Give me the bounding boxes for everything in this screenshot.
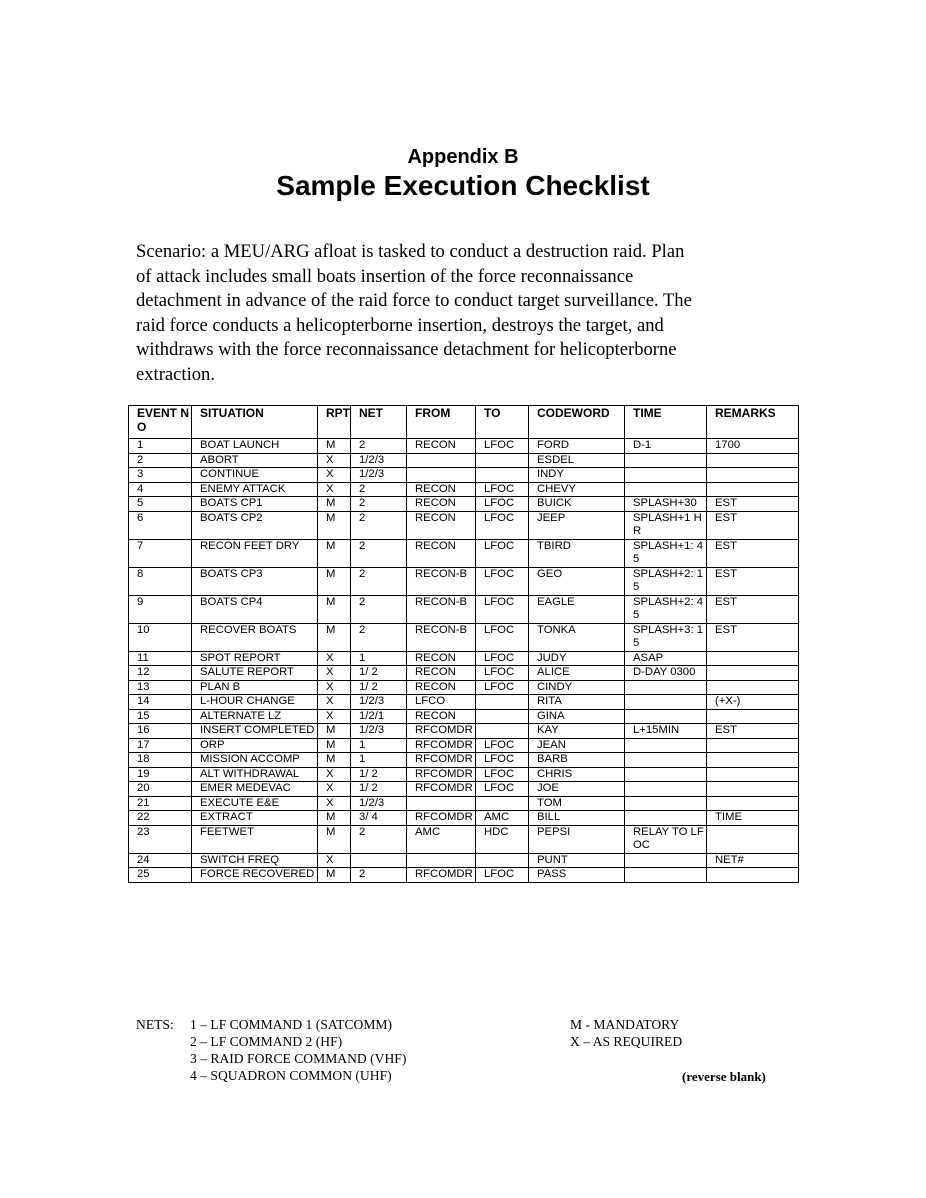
table-body xyxy=(129,439,799,883)
column-header-remarks: REMARKS xyxy=(707,406,799,439)
cell-time xyxy=(625,680,707,695)
cell-remarks: EST xyxy=(707,497,799,512)
cell-codeword: GEO xyxy=(529,567,625,595)
cell-remarks xyxy=(707,482,799,497)
cell-codeword: PEPSI xyxy=(529,825,625,853)
cell-rpt: X xyxy=(318,767,351,782)
cell-net: 2 xyxy=(351,482,407,497)
cell-from: RFCOMDR xyxy=(407,738,476,753)
cell-to: LFOC xyxy=(476,680,529,695)
cell-remarks xyxy=(707,825,799,853)
cell-event-no: 7 xyxy=(129,539,192,567)
cell-codeword: PASS xyxy=(529,868,625,883)
cell-codeword: GINA xyxy=(529,709,625,724)
cell-from: RECON-B xyxy=(407,623,476,651)
cell-rpt: X xyxy=(318,709,351,724)
cell-codeword: PUNT xyxy=(529,853,625,868)
cell-codeword: BARB xyxy=(529,753,625,768)
net-item: 1 – LF COMMAND 1 (SATCOMM) xyxy=(190,1017,393,1032)
cell-net: 2 xyxy=(351,497,407,512)
cell-remarks xyxy=(707,453,799,468)
cell-to: LFOC xyxy=(476,651,529,666)
cell-to: LFOC xyxy=(476,782,529,797)
cell-to: LFOC xyxy=(476,595,529,623)
table-row xyxy=(129,695,799,710)
cell-remarks: EST xyxy=(707,623,799,651)
table-row xyxy=(129,811,799,826)
cell-remarks: 1700 xyxy=(707,439,799,454)
cell-to: LFOC xyxy=(476,868,529,883)
scenario-line: extraction. xyxy=(136,363,215,385)
cell-codeword: JUDY xyxy=(529,651,625,666)
cell-time xyxy=(625,796,707,811)
cell-remarks xyxy=(707,709,799,724)
cell-to: LFOC xyxy=(476,753,529,768)
cell-rpt: M xyxy=(318,595,351,623)
cell-to: LFOC xyxy=(476,567,529,595)
cell-rpt: M xyxy=(318,539,351,567)
table-row xyxy=(129,767,799,782)
cell-net: 1/ 2 xyxy=(351,782,407,797)
cell-situation: BOAT LAUNCH xyxy=(192,439,318,454)
cell-time: L+15MIN xyxy=(625,724,707,739)
cell-from xyxy=(407,468,476,483)
rpt-codes-legend xyxy=(570,1016,682,1050)
cell-event-no: 3 xyxy=(129,468,192,483)
cell-situation: ENEMY ATTACK xyxy=(192,482,318,497)
cell-situation: INSERT COMPLETED xyxy=(192,724,318,739)
cell-codeword: FORD xyxy=(529,439,625,454)
cell-situation: CONTINUE xyxy=(192,468,318,483)
cell-from: LFCO xyxy=(407,695,476,710)
cell-event-no: 1 xyxy=(129,439,192,454)
cell-to xyxy=(476,695,529,710)
cell-situation: RECON FEET DRY xyxy=(192,539,318,567)
cell-to: LFOC xyxy=(476,666,529,681)
cell-net xyxy=(351,853,407,868)
cell-remarks: EST xyxy=(707,539,799,567)
cell-remarks xyxy=(707,738,799,753)
cell-net: 2 xyxy=(351,539,407,567)
cell-from xyxy=(407,453,476,468)
cell-situation: SWITCH FREQ xyxy=(192,853,318,868)
cell-situation: ORP xyxy=(192,738,318,753)
cell-time xyxy=(625,453,707,468)
cell-rpt: X xyxy=(318,853,351,868)
cell-situation: BOATS CP1 xyxy=(192,497,318,512)
cell-from: RECON xyxy=(407,680,476,695)
cell-rpt: X xyxy=(318,666,351,681)
cell-codeword: TONKA xyxy=(529,623,625,651)
column-header-to: TO xyxy=(476,406,529,439)
cell-net: 1 xyxy=(351,753,407,768)
cell-from: RFCOMDR xyxy=(407,782,476,797)
cell-remarks xyxy=(707,651,799,666)
cell-from: RECON xyxy=(407,482,476,497)
column-header-codeword: CODEWORD xyxy=(529,406,625,439)
cell-event-no: 25 xyxy=(129,868,192,883)
cell-from: RECON-B xyxy=(407,595,476,623)
cell-rpt: M xyxy=(318,811,351,826)
cell-to: LFOC xyxy=(476,497,529,512)
cell-remarks xyxy=(707,767,799,782)
table-row xyxy=(129,709,799,724)
table-row xyxy=(129,724,799,739)
cell-rpt: X xyxy=(318,695,351,710)
cell-situation: ALTERNATE LZ xyxy=(192,709,318,724)
table-row xyxy=(129,738,799,753)
cell-to: AMC xyxy=(476,811,529,826)
cell-net: 1/ 2 xyxy=(351,767,407,782)
table-row xyxy=(129,666,799,681)
cell-net: 2 xyxy=(351,595,407,623)
table-row xyxy=(129,782,799,797)
cell-situation: EXECUTE E&E xyxy=(192,796,318,811)
cell-remarks xyxy=(707,680,799,695)
column-header-event-no: EVENT NO xyxy=(129,406,192,439)
table-row xyxy=(129,468,799,483)
cell-event-no: 11 xyxy=(129,651,192,666)
cell-from: RFCOMDR xyxy=(407,767,476,782)
cell-from: RECON xyxy=(407,709,476,724)
cell-from: RECON xyxy=(407,666,476,681)
net-item: 2 – LF COMMAND 2 (HF) xyxy=(190,1034,343,1049)
cell-time xyxy=(625,468,707,483)
cell-codeword: JEAN xyxy=(529,738,625,753)
cell-codeword: JEEP xyxy=(529,511,625,539)
cell-event-no: 18 xyxy=(129,753,192,768)
cell-from: RECON xyxy=(407,439,476,454)
reverse-blank-note: (reverse blank) xyxy=(682,1069,766,1084)
cell-time xyxy=(625,482,707,497)
cell-event-no: 10 xyxy=(129,623,192,651)
cell-event-no: 23 xyxy=(129,825,192,853)
cell-from: RFCOMDR xyxy=(407,753,476,768)
cell-net: 1 xyxy=(351,738,407,753)
cell-event-no: 2 xyxy=(129,453,192,468)
cell-time: SPLASH+2: 15 xyxy=(625,567,707,595)
cell-situation: BOATS CP2 xyxy=(192,511,318,539)
cell-net: 1/2/3 xyxy=(351,724,407,739)
cell-to: LFOC xyxy=(476,623,529,651)
cell-remarks: EST xyxy=(707,511,799,539)
cell-from: RECON xyxy=(407,651,476,666)
cell-from: RFCOMDR xyxy=(407,868,476,883)
scenario-line: Scenario: a MEU/ARG afloat is tasked to conduct a destruction raid. Plan xyxy=(136,241,685,262)
cell-net: 1/2/3 xyxy=(351,796,407,811)
cell-time: SPLASH+3: 15 xyxy=(625,623,707,651)
cell-time xyxy=(625,738,707,753)
cell-remarks: NET# xyxy=(707,853,799,868)
cell-time xyxy=(625,695,707,710)
cell-situation: FORCE RECOVERED xyxy=(192,868,318,883)
cell-rpt: X xyxy=(318,651,351,666)
table-row xyxy=(129,567,799,595)
cell-rpt: X xyxy=(318,482,351,497)
cell-rpt: M xyxy=(318,439,351,454)
cell-rpt: M xyxy=(318,623,351,651)
cell-codeword: ESDEL xyxy=(529,453,625,468)
cell-net: 2 xyxy=(351,439,407,454)
cell-codeword: JOE xyxy=(529,782,625,797)
table-row xyxy=(129,868,799,883)
cell-from: RECON-B xyxy=(407,567,476,595)
table-row xyxy=(129,853,799,868)
table-row xyxy=(129,753,799,768)
cell-situation: RECOVER BOATS xyxy=(192,623,318,651)
nets-label: NETS: xyxy=(136,1017,174,1032)
cell-from: AMC xyxy=(407,825,476,853)
execution-checklist-table xyxy=(128,405,799,883)
cell-net: 2 xyxy=(351,511,407,539)
cell-to xyxy=(476,468,529,483)
page-title: Sample Execution Checklist xyxy=(276,170,650,201)
cell-rpt: M xyxy=(318,497,351,512)
cell-situation: SALUTE REPORT xyxy=(192,666,318,681)
cell-remarks: (+X-) xyxy=(707,695,799,710)
cell-net: 1/2/3 xyxy=(351,453,407,468)
cell-rpt: M xyxy=(318,724,351,739)
cell-to: HDC xyxy=(476,825,529,853)
cell-event-no: 4 xyxy=(129,482,192,497)
scenario-line: withdraws with the force reconnaissance detachment for helicopterborne xyxy=(136,339,677,361)
net-item: 4 – SQUADRON COMMON (UHF) xyxy=(190,1068,392,1083)
cell-time: ASAP xyxy=(625,651,707,666)
cell-situation: L-HOUR CHANGE xyxy=(192,695,318,710)
cell-codeword: TOM xyxy=(529,796,625,811)
cell-rpt: X xyxy=(318,680,351,695)
cell-remarks: EST xyxy=(707,724,799,739)
column-header-from: FROM xyxy=(407,406,476,439)
cell-remarks: EST xyxy=(707,567,799,595)
cell-to xyxy=(476,709,529,724)
table-row xyxy=(129,796,799,811)
cell-remarks xyxy=(707,753,799,768)
cell-event-no: 8 xyxy=(129,567,192,595)
scenario-line: of attack includes small boats insertion of the force reconnaissance xyxy=(136,265,634,287)
cell-time: SPLASH+2: 45 xyxy=(625,595,707,623)
table-row xyxy=(129,482,799,497)
code-item: M - MANDATORY xyxy=(570,1017,680,1032)
cell-event-no: 24 xyxy=(129,853,192,868)
cell-to xyxy=(476,796,529,811)
cell-time: SPLASH+30 xyxy=(625,497,707,512)
cell-remarks xyxy=(707,666,799,681)
cell-event-no: 16 xyxy=(129,724,192,739)
cell-from: RECON xyxy=(407,511,476,539)
cell-time: SPLASH+1 HR xyxy=(625,511,707,539)
cell-situation: FEETWET xyxy=(192,825,318,853)
cell-to: LFOC xyxy=(476,539,529,567)
code-item: X – AS REQUIRED xyxy=(570,1034,683,1049)
cell-net: 1/2/3 xyxy=(351,468,407,483)
cell-codeword: CINDY xyxy=(529,680,625,695)
cell-remarks xyxy=(707,796,799,811)
appendix-label: Appendix B xyxy=(407,146,519,168)
cell-time xyxy=(625,782,707,797)
cell-situation: ALT WITHDRAWAL xyxy=(192,767,318,782)
table-row xyxy=(129,439,799,454)
cell-time xyxy=(625,868,707,883)
cell-to: LFOC xyxy=(476,482,529,497)
cell-situation: SPOT REPORT xyxy=(192,651,318,666)
cell-remarks xyxy=(707,868,799,883)
table-row xyxy=(129,825,799,853)
cell-situation: ABORT xyxy=(192,453,318,468)
cell-situation: MISSION ACCOMP xyxy=(192,753,318,768)
cell-net: 1/2/3 xyxy=(351,695,407,710)
cell-situation: EXTRACT xyxy=(192,811,318,826)
cell-event-no: 20 xyxy=(129,782,192,797)
cell-event-no: 14 xyxy=(129,695,192,710)
cell-situation: BOATS CP4 xyxy=(192,595,318,623)
cell-time: RELAY TO LFOC xyxy=(625,825,707,853)
cell-codeword: CHRIS xyxy=(529,767,625,782)
cell-rpt: X xyxy=(318,468,351,483)
table-row xyxy=(129,680,799,695)
table-row xyxy=(129,623,799,651)
cell-to xyxy=(476,724,529,739)
table-header-row xyxy=(129,406,799,439)
scenario-line: detachment in advance of the raid force to conduct target surveillance. The xyxy=(136,290,692,312)
cell-situation: BOATS CP3 xyxy=(192,567,318,595)
cell-time xyxy=(625,853,707,868)
scenario-line: raid force conducts a helicopterborne insertion, destroys the target, and xyxy=(136,314,664,336)
cell-net: 3/ 4 xyxy=(351,811,407,826)
cell-rpt: X xyxy=(318,453,351,468)
cell-from: RFCOMDR xyxy=(407,811,476,826)
cell-from xyxy=(407,853,476,868)
column-header-rpt: RPT xyxy=(318,406,351,439)
cell-remarks xyxy=(707,468,799,483)
cell-event-no: 6 xyxy=(129,511,192,539)
cell-codeword: CHEVY xyxy=(529,482,625,497)
cell-rpt: M xyxy=(318,511,351,539)
cell-time: SPLASH+1: 45 xyxy=(625,539,707,567)
cell-to: LFOC xyxy=(476,738,529,753)
cell-event-no: 21 xyxy=(129,796,192,811)
cell-from: RECON xyxy=(407,539,476,567)
cell-rpt: M xyxy=(318,868,351,883)
cell-remarks: EST xyxy=(707,595,799,623)
cell-time xyxy=(625,811,707,826)
cell-event-no: 9 xyxy=(129,595,192,623)
cell-to: LFOC xyxy=(476,767,529,782)
cell-codeword: BILL xyxy=(529,811,625,826)
cell-situation: PLAN B xyxy=(192,680,318,695)
cell-codeword: RITA xyxy=(529,695,625,710)
cell-remarks: TIME xyxy=(707,811,799,826)
table-row xyxy=(129,511,799,539)
table-row xyxy=(129,453,799,468)
cell-net: 1 xyxy=(351,651,407,666)
cell-codeword: INDY xyxy=(529,468,625,483)
cell-time xyxy=(625,767,707,782)
cell-event-no: 15 xyxy=(129,709,192,724)
cell-event-no: 13 xyxy=(129,680,192,695)
cell-codeword: EAGLE xyxy=(529,595,625,623)
cell-time: D-1 xyxy=(625,439,707,454)
cell-codeword: TBIRD xyxy=(529,539,625,567)
cell-to: LFOC xyxy=(476,439,529,454)
cell-net: 1/ 2 xyxy=(351,680,407,695)
cell-time: D-DAY 0300 xyxy=(625,666,707,681)
cell-net: 1/2/1 xyxy=(351,709,407,724)
table-row xyxy=(129,595,799,623)
cell-event-no: 12 xyxy=(129,666,192,681)
cell-rpt: X xyxy=(318,782,351,797)
cell-event-no: 19 xyxy=(129,767,192,782)
cell-remarks xyxy=(707,782,799,797)
cell-from: RECON xyxy=(407,497,476,512)
net-item: 3 – RAID FORCE COMMAND (VHF) xyxy=(190,1051,407,1066)
cell-net: 2 xyxy=(351,825,407,853)
cell-rpt: M xyxy=(318,738,351,753)
cell-to xyxy=(476,453,529,468)
table-row xyxy=(129,651,799,666)
column-header-time: TIME xyxy=(625,406,707,439)
cell-net: 2 xyxy=(351,567,407,595)
cell-net: 1/ 2 xyxy=(351,666,407,681)
cell-situation: EMER MEDEVAC xyxy=(192,782,318,797)
cell-to: LFOC xyxy=(476,511,529,539)
cell-net: 2 xyxy=(351,868,407,883)
cell-event-no: 22 xyxy=(129,811,192,826)
cell-codeword: BUICK xyxy=(529,497,625,512)
cell-time xyxy=(625,753,707,768)
cell-rpt: X xyxy=(318,796,351,811)
cell-time xyxy=(625,709,707,724)
cell-to xyxy=(476,853,529,868)
cell-rpt: M xyxy=(318,825,351,853)
cell-event-no: 5 xyxy=(129,497,192,512)
cell-from: RFCOMDR xyxy=(407,724,476,739)
cell-from xyxy=(407,796,476,811)
cell-event-no: 17 xyxy=(129,738,192,753)
column-header-situation: SITUATION xyxy=(192,406,318,439)
table-row xyxy=(129,497,799,512)
cell-net: 2 xyxy=(351,623,407,651)
cell-codeword: KAY xyxy=(529,724,625,739)
scenario-paragraph xyxy=(136,240,786,388)
table-row xyxy=(129,539,799,567)
cell-rpt: M xyxy=(318,567,351,595)
cell-rpt: M xyxy=(318,753,351,768)
column-header-net: NET xyxy=(351,406,407,439)
cell-codeword: ALICE xyxy=(529,666,625,681)
